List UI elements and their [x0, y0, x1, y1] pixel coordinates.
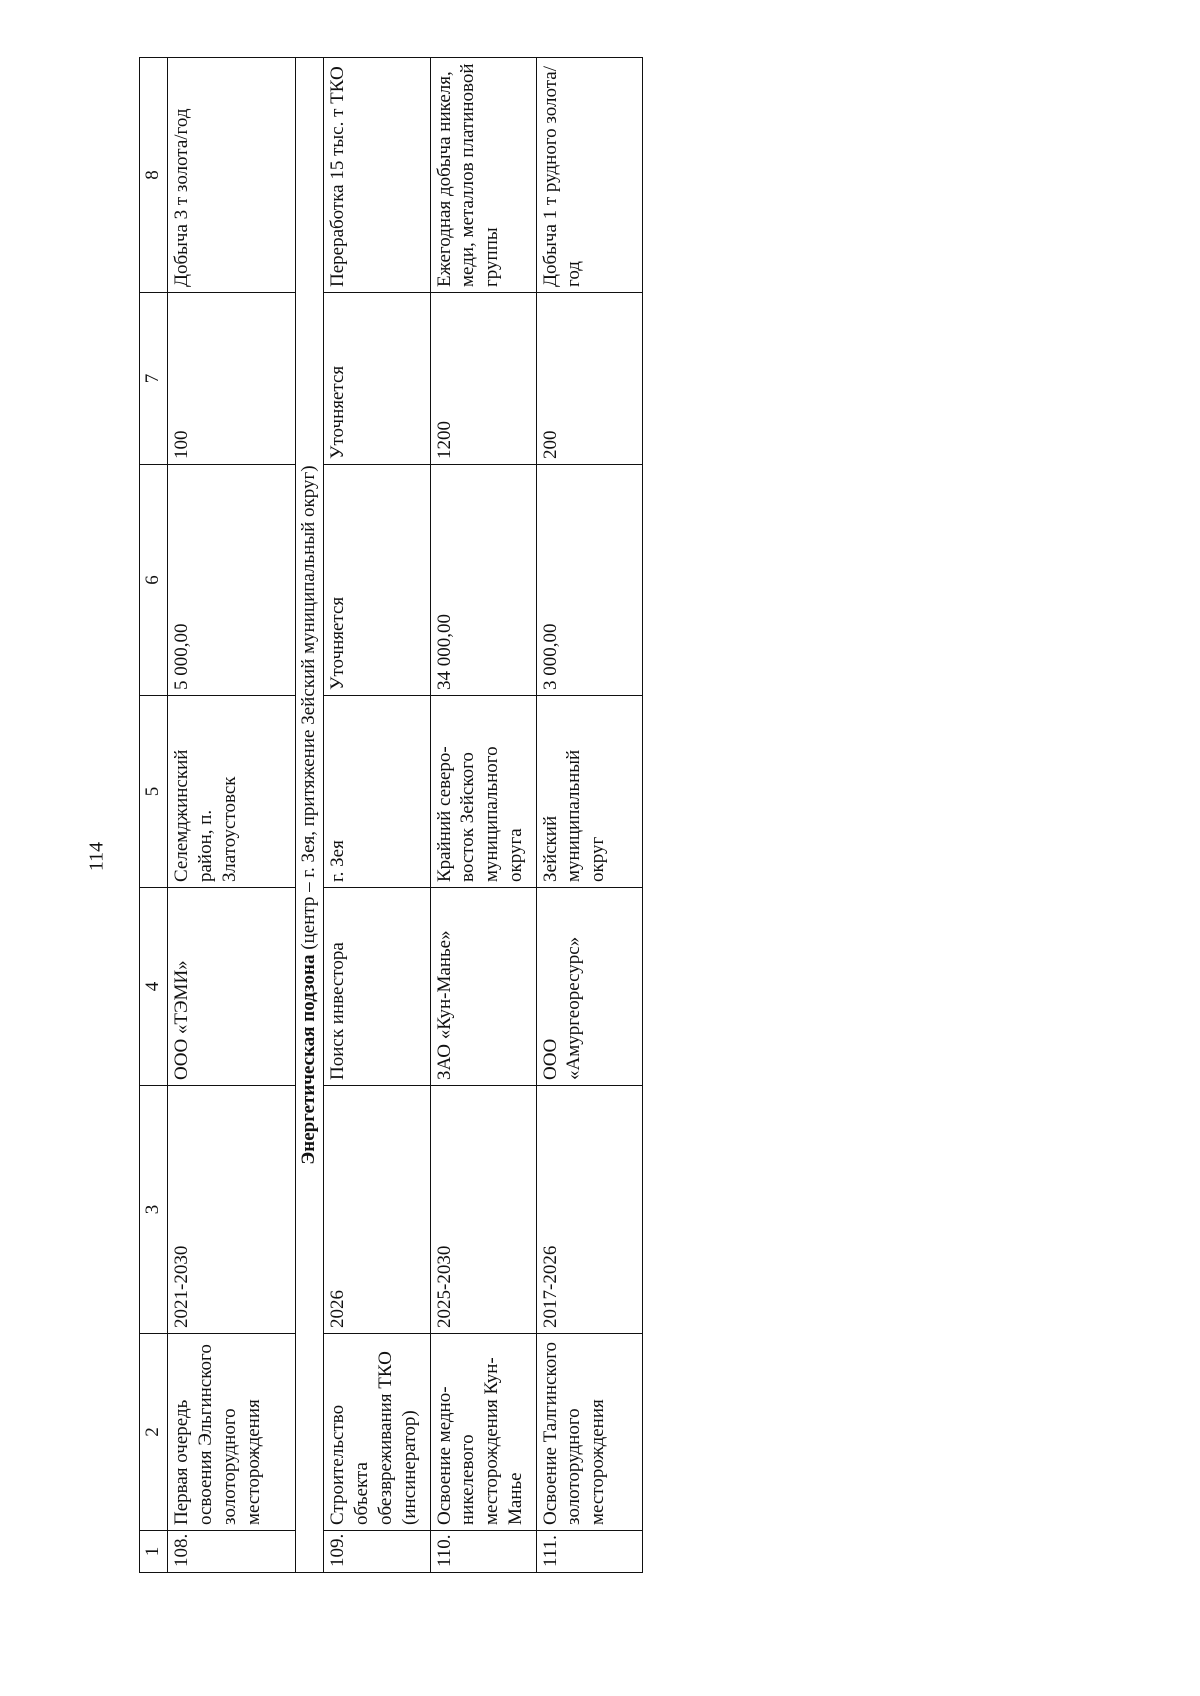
investor: ООО «Амургеоресурс» — [536, 888, 642, 1086]
project-name: Строительство объекта обезвреживания ТКО (инсинератор) — [324, 1334, 430, 1531]
subzone-heading — [295, 58, 323, 1573]
result: Ежегодная добыча никеля, меди, металлов платиновой группы — [430, 58, 536, 293]
rotated-table-container — [139, 58, 643, 1573]
location: Крайний северо-восток Зейского муниципального округа — [430, 696, 536, 888]
column-header: 8 — [140, 58, 168, 293]
period: 2021-2030 — [168, 1086, 295, 1334]
jobs: Уточняется — [324, 293, 430, 465]
result: Добыча 1 т рудного золота/год — [536, 58, 642, 293]
period: 2025-2030 — [430, 1086, 536, 1334]
subzone-title: Энергетическая подзона — [297, 954, 319, 1165]
result: Переработка 15 тыс. т ТКО — [324, 58, 430, 293]
page-number: 114 — [85, 841, 108, 872]
period: 2017-2026 — [536, 1086, 642, 1334]
column-header: 5 — [140, 696, 168, 888]
project-name: Первая очередь освоения Эльгинского золоторудного месторождения — [168, 1334, 295, 1531]
column-header: 4 — [140, 888, 168, 1086]
cost: 5 000,00 — [168, 465, 295, 696]
table-row — [430, 58, 536, 1573]
column-header: 6 — [140, 465, 168, 696]
cost: 3 000,00 — [536, 465, 642, 696]
row-number: 111. — [536, 1531, 642, 1573]
table-row — [168, 58, 295, 1573]
cost: 34 000,00 — [430, 465, 536, 696]
investor: Поиск инвестора — [324, 888, 430, 1086]
row-number: 109. — [324, 1531, 430, 1573]
location: Зейский муниципальный округ — [536, 696, 642, 888]
table-row — [536, 58, 642, 1573]
header-row — [140, 58, 168, 1573]
subzone-row — [295, 58, 323, 1573]
period: 2026 — [324, 1086, 430, 1334]
location: Селемджинский район, п. Златоустовск — [168, 696, 295, 888]
column-header: 3 — [140, 1086, 168, 1334]
jobs: 1200 — [430, 293, 536, 465]
project-name: Освоение Талгинского золоторудного месторождения — [536, 1334, 642, 1531]
row-number: 108. — [168, 1531, 295, 1573]
investor: ЗАО «Кун-Манье» — [430, 888, 536, 1086]
project-name: Освоение медно-никелевого месторождения Кун-Манье — [430, 1334, 536, 1531]
jobs: 200 — [536, 293, 642, 465]
column-header: 2 — [140, 1334, 168, 1531]
table-row — [324, 58, 430, 1573]
column-header: 1 — [140, 1531, 168, 1573]
result: Добыча 3 т золота/год — [168, 58, 295, 293]
investor: ООО «ТЭМИ» — [168, 888, 295, 1086]
row-number: 110. — [430, 1531, 536, 1573]
subzone-description: (центр – г. Зея, притяжение Зейский муниципальный округ) — [297, 465, 319, 955]
jobs: 100 — [168, 293, 295, 465]
location: г. Зея — [324, 696, 430, 888]
cost: Уточняется — [324, 465, 430, 696]
projects-table — [139, 57, 643, 1573]
column-header: 7 — [140, 293, 168, 465]
